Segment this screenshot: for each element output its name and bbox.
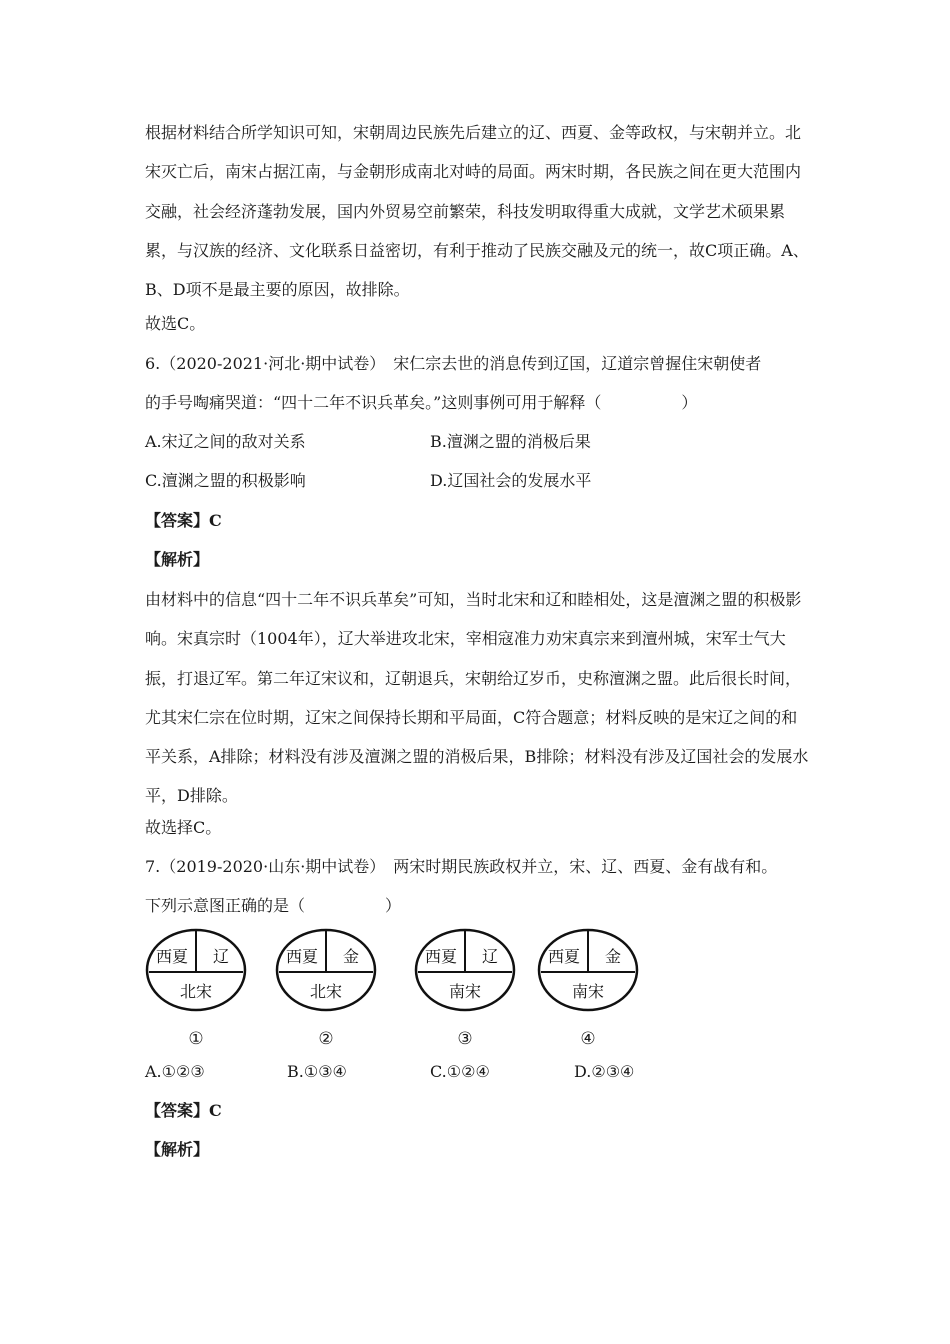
diagram-2-top-left: 西夏	[285, 947, 319, 966]
diagram-1-circle	[145, 928, 247, 1012]
diagram-2-label: ②	[318, 1029, 334, 1049]
q6-option-b: B.澶渊之盟的消极后果	[430, 432, 591, 451]
q5-conclusion: 故选C。	[145, 314, 206, 333]
q5-analysis-text: 根据材料结合所学知识可知，宋朝周边民族先后建立的辽、西夏、金等政权，与宋朝并立。北宋灭亡后，南宋占据江南，与金朝形成南北对峙的局面。两宋时期，各民族之间在更大范围内交融，社会经济蓬勃发展，国内外贸易空前繁荣，科技发明取得重大成就，文学艺术硕果累累，与汉族的经济、文化联系日益密切，有利于推动了民族交融及元的统一，故C项正确。A、B、D项不是最主要的原因，故排除。	[145, 123, 809, 300]
q7-stem-line1: 7.（2019-2020·山东·期中试卷） 两宋时期民族政权并立，宋、辽、西夏、金有战有和。	[145, 857, 778, 876]
q6-stem-line2: 的手号啕痛哭道：“四十二年不识兵革矣。”这则事例可用于解释（ ）	[145, 393, 698, 412]
q6-analysis-text: 由材料中的信息“四十二年不识兵革矣”可知，当时北宋和辽和睦相处，这是澶渊之盟的积极影响。宋真宗时（1004年），辽大举进攻北宋，宰相寇准力劝宋真宗来到澶州城，宋军士气大振，打退辽军。第二年辽宋议和，辽朝退兵，宋朝给辽岁币，史称澶渊之盟。此后很长时间，尤其宋仁宗在位时期，辽宋之间保持长期和平局面，C符合题意；材料反映的是宋辽之间的和平关系，A排除；材料没有涉及澶渊之盟的消极后果，B排除；材料没有涉及辽国社会的发展水平，D排除。	[145, 590, 809, 806]
q6-option-a: A.宋辽之间的敌对关系	[145, 432, 306, 451]
diagram-2	[275, 928, 377, 1012]
diagram-1	[145, 928, 247, 1012]
diagram-1-label: ①	[188, 1029, 204, 1049]
diagram-4-top-left: 西夏	[547, 947, 581, 966]
q6-option-c: C.澶渊之盟的积极影响	[145, 471, 306, 490]
diagram-3-bottom: 南宋	[448, 982, 482, 1001]
diagram-2-bottom: 北宋	[309, 982, 343, 1001]
diagram-4-label: ④	[580, 1029, 596, 1049]
diagram-4-circle	[537, 928, 639, 1012]
diagram-2-circle	[275, 928, 377, 1012]
q6-answer: 【答案】C	[145, 511, 222, 530]
q7-option-c: C.①②④	[430, 1062, 490, 1081]
q7-analysis-label: 【解析】	[145, 1140, 210, 1159]
diagram-2-top-right: 金	[342, 947, 360, 966]
q6-analysis-label: 【解析】	[145, 550, 210, 569]
diagram-3-top-right: 辽	[481, 947, 499, 966]
q7-option-d: D.②③④	[574, 1062, 635, 1081]
q7-option-b: B.①③④	[287, 1062, 347, 1081]
diagram-1-top-left: 西夏	[155, 947, 189, 966]
diagram-3	[414, 928, 516, 1012]
q7-stem-line2: 下列示意图正确的是（ ）	[145, 896, 402, 915]
q7-answer: 【答案】C	[145, 1101, 222, 1120]
q6-stem-line1: 6.（2020-2021·河北·期中试卷） 宋仁宗去世的消息传到辽国，辽道宗曾握住宋朝使者	[145, 354, 762, 373]
q7-option-a: A.①②③	[145, 1062, 205, 1081]
diagram-3-circle	[414, 928, 516, 1012]
diagram-4	[537, 928, 639, 1012]
diagram-4-bottom: 南宋	[571, 982, 605, 1001]
diagram-3-label: ③	[457, 1029, 473, 1049]
diagram-4-top-right: 金	[604, 947, 622, 966]
diagram-1-bottom: 北宋	[179, 982, 213, 1001]
diagram-3-top-left: 西夏	[424, 947, 458, 966]
diagram-1-top-right: 辽	[212, 947, 230, 966]
q6-conclusion: 故选择C。	[145, 818, 222, 837]
q6-option-d: D.辽国社会的发展水平	[430, 471, 592, 490]
